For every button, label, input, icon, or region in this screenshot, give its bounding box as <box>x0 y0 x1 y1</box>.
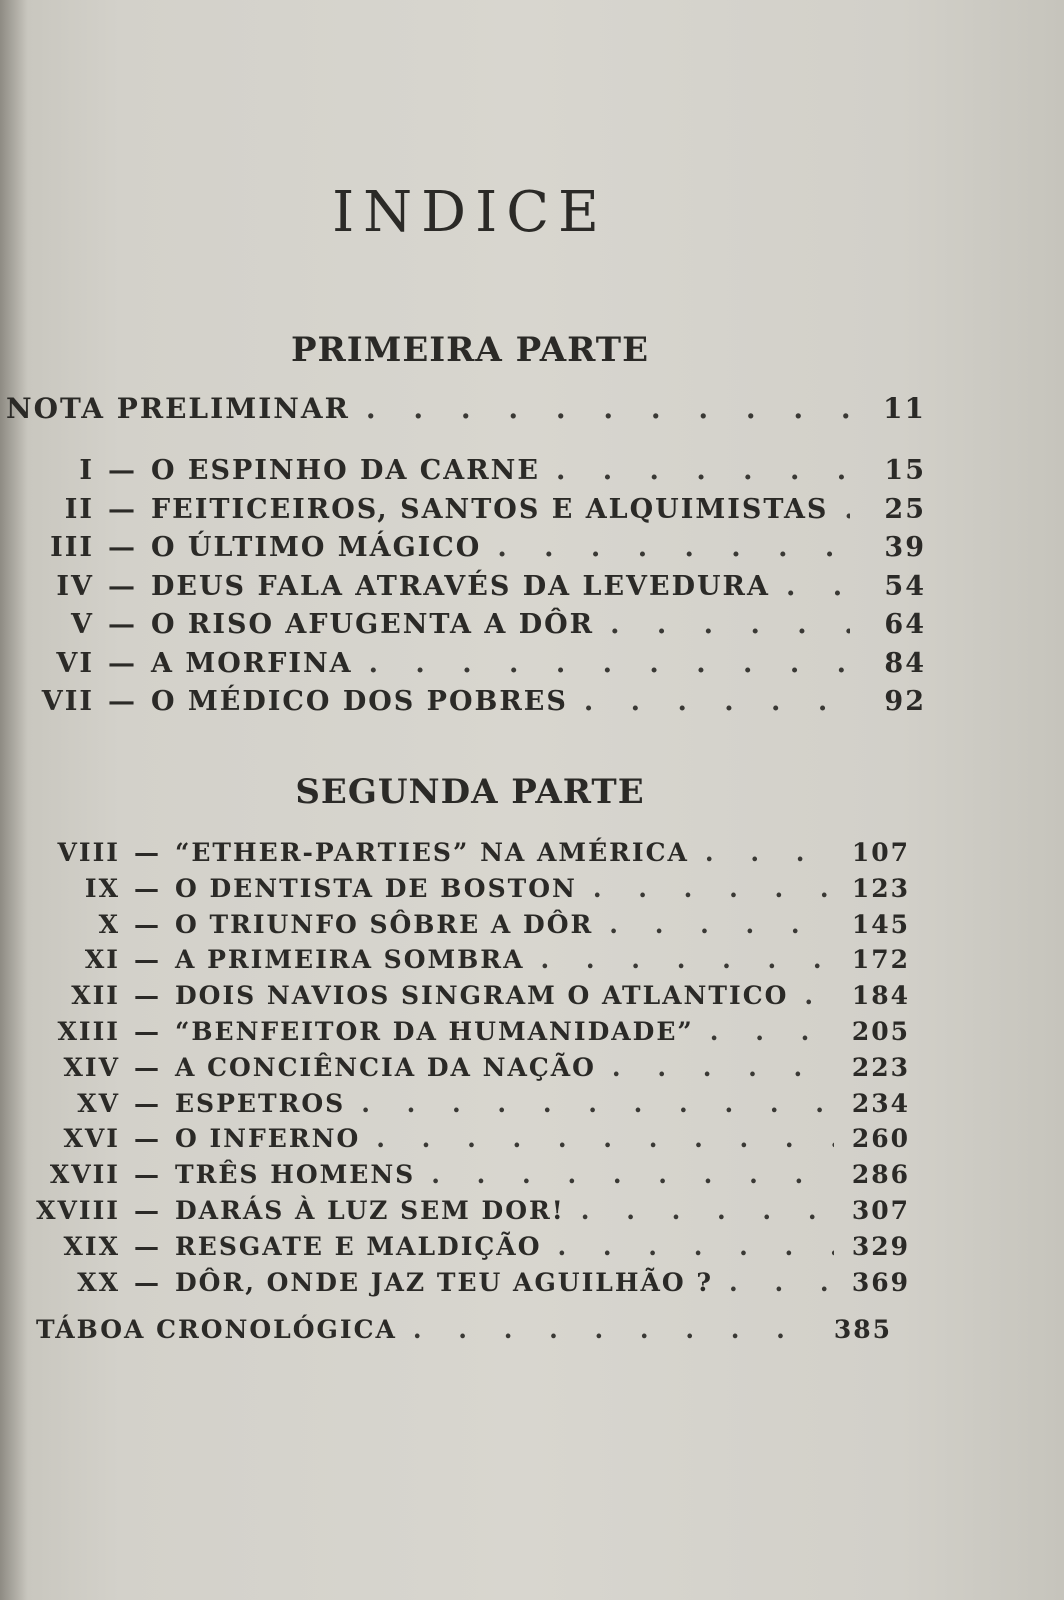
chapter-title: DÔR, ONDE JAZ TEU AGUILHÃO ? <box>175 1267 714 1297</box>
chapter-title: FEITICEIROS, SANTOS E ALQUIMISTAS <box>151 493 829 525</box>
dash-separator: — <box>134 1231 161 1261</box>
dash-separator: — <box>108 455 137 486</box>
chapter-page: 84 <box>884 647 926 679</box>
toc-entry-page: 385 <box>833 1315 892 1344</box>
toc-entry <box>10 838 910 867</box>
chapter-page: 64 <box>884 609 926 640</box>
toc-entry <box>10 1160 910 1189</box>
toc-entry-page: 11 <box>883 392 926 425</box>
dot-leader <box>540 945 834 974</box>
dash-separator: — <box>108 493 137 525</box>
chapter-page: 234 <box>851 1088 910 1118</box>
chapter-number: VIII <box>57 838 120 867</box>
chapter-number: XIV <box>63 1052 120 1082</box>
chapter-number: V <box>71 609 94 640</box>
dot-leader <box>366 392 850 425</box>
dash-separator: — <box>108 647 137 679</box>
chapter-page: 145 <box>851 909 910 939</box>
dash-separator: — <box>134 1196 161 1225</box>
toc-entry <box>10 874 910 903</box>
chapter-page: 260 <box>851 1124 910 1154</box>
chapter-title: O INFERNO <box>175 1124 361 1154</box>
chapter-number: XX <box>77 1267 120 1297</box>
toc-entry <box>10 1196 910 1225</box>
chapter-page: 223 <box>851 1052 910 1082</box>
dot-leader <box>413 1315 816 1344</box>
toc-entry <box>10 1053 910 1082</box>
dot-leader <box>557 1232 834 1261</box>
toc-entry <box>10 910 910 939</box>
chapter-page: 25 <box>884 493 926 525</box>
chapter-title: “ETHER-PARTIES” NA AMÉRICA <box>175 838 689 867</box>
chapter-number: III <box>50 532 94 563</box>
toc-entry <box>10 981 910 1010</box>
dash-separator: — <box>134 1124 161 1154</box>
dash-separator: — <box>134 838 161 867</box>
dash-separator: — <box>134 945 161 975</box>
chapter-title: DOIS NAVIOS SINGRAM O ATLANTICO <box>175 981 789 1011</box>
dot-leader <box>710 1017 834 1046</box>
dot-leader <box>729 1268 834 1297</box>
chapter-title: A CONCIÊNCIA DA NAÇÃO <box>175 1052 596 1082</box>
chapter-number: IX <box>84 873 120 903</box>
toc-entry <box>14 686 926 717</box>
dot-leader <box>593 874 834 903</box>
chapter-title: ESPETROS <box>175 1088 346 1118</box>
dash-separator: — <box>134 1267 161 1297</box>
dot-leader <box>376 1124 834 1153</box>
chapter-number: X <box>98 909 120 939</box>
chapter-page: 123 <box>851 873 910 903</box>
toc-entry <box>14 532 926 563</box>
toc-entry <box>10 1268 910 1297</box>
toc-entry-taboa <box>36 1315 892 1344</box>
chapter-number: XVII <box>49 1160 120 1190</box>
dash-separator: — <box>134 909 161 939</box>
chapter-page: 107 <box>851 838 910 867</box>
toc-entry <box>10 1232 910 1261</box>
dash-separator: — <box>108 532 137 563</box>
dash-separator: — <box>134 1160 161 1190</box>
dash-separator: — <box>134 1088 161 1118</box>
chapter-page: 172 <box>851 945 910 975</box>
chapter-page: 286 <box>851 1160 910 1190</box>
toc-entry-nota <box>6 392 926 425</box>
toc-entry <box>14 455 926 486</box>
chapter-number: IV <box>56 570 94 602</box>
toc-entry <box>10 1017 910 1046</box>
chapter-number: I <box>79 455 94 486</box>
toc-entry <box>14 494 926 525</box>
chapter-title: “BENFEITOR DA HUMANIDADE” <box>175 1017 694 1046</box>
chapter-title: TRÊS HOMENS <box>175 1160 416 1190</box>
chapter-number: XVIII <box>36 1196 120 1225</box>
chapter-number: XVI <box>63 1124 120 1154</box>
chapter-title: O DENTISTA DE BOSTON <box>175 873 577 903</box>
chapter-number: XV <box>77 1088 120 1118</box>
chapter-page: 184 <box>851 981 910 1011</box>
dot-leader <box>609 910 834 939</box>
chapter-title: A PRIMEIRA SOMBRA <box>175 945 525 975</box>
dot-leader <box>804 981 834 1010</box>
dot-leader <box>497 532 850 563</box>
dash-separator: — <box>134 1052 161 1082</box>
chapter-title: DARÁS À LUZ SEM DOR! <box>175 1196 565 1225</box>
chapter-title: O MÉDICO DOS POBRES <box>151 686 568 717</box>
toc-entry <box>14 609 926 640</box>
chapter-page: 15 <box>884 455 926 486</box>
dot-leader <box>361 1089 834 1118</box>
chapter-number: VI <box>56 647 94 679</box>
toc-entry <box>14 648 926 679</box>
chapter-page: 369 <box>851 1267 910 1297</box>
dot-leader <box>786 571 850 602</box>
dot-leader <box>705 838 834 867</box>
dot-leader <box>610 609 850 640</box>
dot-leader <box>844 494 850 525</box>
chapter-number: XII <box>71 981 120 1011</box>
part-two-heading: SEGUNDA PARTE <box>295 772 645 812</box>
chapter-title: RESGATE E MALDIÇÃO <box>175 1231 542 1261</box>
dot-leader <box>369 648 850 679</box>
chapter-page: 54 <box>884 570 926 602</box>
chapter-page: 92 <box>884 686 926 717</box>
toc-entry <box>10 945 910 974</box>
toc-entry <box>10 1124 910 1153</box>
toc-entry <box>10 1089 910 1118</box>
chapter-title: O ÚLTIMO MÁGICO <box>151 532 482 563</box>
dash-separator: — <box>134 981 161 1011</box>
toc-entry <box>14 571 926 602</box>
chapter-page: 307 <box>851 1196 910 1225</box>
chapter-title: O ESPINHO DA CARNE <box>151 455 540 486</box>
dot-leader <box>612 1053 834 1082</box>
chapter-number: XIX <box>63 1231 120 1261</box>
toc-entry-title: NOTA PRELIMINAR <box>6 392 350 425</box>
chapter-number: VII <box>41 686 94 717</box>
chapter-number: II <box>64 493 94 525</box>
dot-leader <box>581 1196 834 1225</box>
dash-separator: — <box>108 609 137 640</box>
dot-leader <box>556 455 850 486</box>
page-title: INDICE <box>332 180 608 245</box>
chapter-page: 205 <box>851 1017 910 1046</box>
chapter-title: A MORFINA <box>151 647 353 679</box>
chapter-number: XIII <box>57 1017 120 1046</box>
dot-leader <box>584 686 850 717</box>
dash-separator: — <box>134 873 161 903</box>
chapter-page: 39 <box>884 532 926 563</box>
chapter-title: DEUS FALA ATRAVÉS DA LEVEDURA <box>151 570 770 602</box>
dash-separator: — <box>108 570 137 602</box>
dash-separator: — <box>108 686 137 717</box>
chapter-page: 329 <box>851 1231 910 1261</box>
dot-leader <box>431 1160 834 1189</box>
chapter-title: O TRIUNFO SÔBRE A DÔR <box>175 909 594 939</box>
toc-entry-title: TÁBOA CRONOLÓGICA <box>36 1315 397 1344</box>
dash-separator: — <box>134 1017 161 1046</box>
part-one-heading: PRIMEIRA PARTE <box>290 330 649 370</box>
chapter-number: XI <box>84 945 120 975</box>
chapter-title: O RISO AFUGENTA A DÔR <box>151 609 595 640</box>
